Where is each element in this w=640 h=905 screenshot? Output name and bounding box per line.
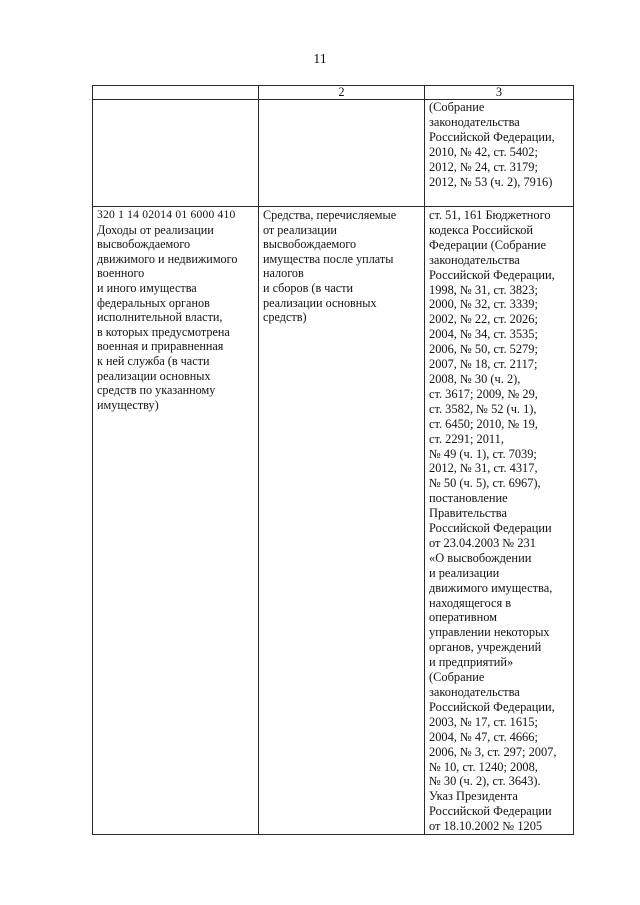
cell-text-line: высвобождаемого xyxy=(263,237,357,252)
cell-text-line: 2007, № 18, ст. 2117; xyxy=(429,357,538,372)
cell-text-line: Российской Федерации xyxy=(429,804,552,819)
table-row xyxy=(93,100,574,207)
cell-text-line: и сборов (в части xyxy=(263,280,354,295)
cell-text-line: реализации основных xyxy=(97,368,211,383)
cell-text-line: № 30 (ч. 2), ст. 3643). xyxy=(429,774,541,789)
cell-text-line: и иного имущества xyxy=(97,280,197,295)
cell-text-line: 2004, № 47, ст. 4666; xyxy=(429,729,538,744)
cell-text-line: находящегося в xyxy=(429,595,512,610)
cell-text-line: Федерации (Собрание xyxy=(429,237,546,252)
cell-text-line: Российской Федерации, xyxy=(429,129,555,144)
cell-text-line: в которых предусмотрена xyxy=(97,324,230,339)
cell-text-line: имуществу) xyxy=(97,397,159,412)
cell-text-line: военная и приравненная xyxy=(97,339,224,354)
cell-text-line: от 23.04.2003 № 231 xyxy=(429,535,536,550)
cell-text-line: (Собрание xyxy=(429,670,485,685)
cell-text-line: ст. 51, 161 Бюджетного xyxy=(429,208,551,222)
row1-col3-cell xyxy=(425,100,574,207)
cell-text-line: «О высвобождении xyxy=(429,550,532,565)
cell-text-line: оперативном xyxy=(429,610,498,625)
document-table xyxy=(92,85,574,835)
cell-text-line: органов, учреждений xyxy=(429,640,542,655)
cell-text-line: ст. 3582, № 52 (ч. 1), xyxy=(429,401,537,416)
cell-text-line: федеральных органов xyxy=(97,295,210,310)
cell-text-line: 2000, № 32, ст. 3339; xyxy=(429,297,538,312)
cell-text-line: законодательства xyxy=(429,252,520,267)
cell-text-line: движимого имущества, xyxy=(429,580,553,595)
table-header-row xyxy=(93,86,574,100)
cell-text-line: управлении некоторых xyxy=(429,625,550,640)
cell-text-line: Российской Федерации, xyxy=(429,699,555,714)
cell-text-line: от 18.10.2002 № 1205 xyxy=(429,819,543,834)
cell-text-line: 2006, № 50, ст. 5279; xyxy=(429,342,538,357)
cell-text-line: Указ Президента xyxy=(429,789,518,804)
cell-text-line: исполнительной власти, xyxy=(97,310,223,325)
cell-text-line: постановление xyxy=(429,491,508,506)
cell-text-line: высвобождаемого xyxy=(97,237,191,252)
cell-text-line: № 50 (ч. 5), ст. 6967), xyxy=(429,476,541,491)
cell-text-line: ст. 2291; 2011, xyxy=(429,431,504,446)
row1-col2-cell xyxy=(259,100,425,207)
cell-text-line: 2004, № 34, ст. 3535; xyxy=(429,327,538,342)
cell-text-line: 320 1 14 02014 01 6000 410 xyxy=(97,208,236,221)
cell-text-line: и предприятий» xyxy=(429,655,514,670)
cell-text-line: Средства, перечисляемые xyxy=(263,208,397,222)
cell-text-line: к ней служба (в части xyxy=(97,353,210,368)
cell-text-line: от реализации xyxy=(263,222,337,237)
cell-text-line: законодательства xyxy=(429,685,520,699)
header-cell-1 xyxy=(93,86,259,100)
cell-text-line: 2002, № 22, ст. 2026; xyxy=(429,312,538,327)
cell-text-line: (Собрание xyxy=(429,100,485,114)
cell-text-line: 2006, № 3, ст. 297; 2007, xyxy=(429,744,557,759)
cell-text-line: средств) xyxy=(263,310,307,325)
cell-text-line: ст. 3617; 2009, № 29, xyxy=(429,386,538,401)
cell-text-line: Российской Федерации xyxy=(429,521,552,536)
page-number: 11 xyxy=(313,52,327,67)
cell-text-line: налогов xyxy=(263,266,304,281)
cell-text-line: 2003, № 17, ст. 1615; xyxy=(429,714,538,729)
cell-text-line: законодательства xyxy=(429,114,520,129)
cell-text-line: военного xyxy=(97,266,145,281)
cell-text-line: кодекса Российской xyxy=(429,222,534,237)
cell-text-line: ст. 6450; 2010, № 19, xyxy=(429,416,538,431)
row2-col2-cell xyxy=(259,207,425,835)
cell-text-line: 2008, № 30 (ч. 2), xyxy=(429,371,521,386)
cell-text-line: средств по указанному xyxy=(97,383,216,398)
cell-text-line: 2012, № 31, ст. 4317, xyxy=(429,461,538,476)
cell-text-line: Российской Федерации, xyxy=(429,267,555,282)
cell-text-line: 2012, № 24, ст. 3179; xyxy=(429,159,538,174)
row2-col1-cell xyxy=(93,207,259,835)
cell-text-line: движимого и недвижимого xyxy=(97,251,238,266)
cell-text-line: 2010, № 42, ст. 5402; xyxy=(429,144,538,159)
row2-col3-cell xyxy=(425,207,574,835)
cell-text-line: 2012, № 53 (ч. 2), 7916) xyxy=(429,174,553,189)
cell-text-line: № 10, ст. 1240; 2008, xyxy=(429,759,538,774)
row1-col1-cell xyxy=(93,100,259,207)
cell-text-line: и реализации xyxy=(429,565,500,580)
cell-text-line: № 49 (ч. 1), ст. 7039; xyxy=(429,446,537,461)
cell-text-line: Правительства xyxy=(429,506,507,521)
cell-text-line: 1998, № 31, ст. 3823; xyxy=(429,282,538,297)
cell-text-line: Доходы от реализации xyxy=(97,222,214,237)
header-cell-3: 3 xyxy=(425,86,574,100)
header-cell-2: 2 xyxy=(259,86,425,100)
cell-text-line: реализации основных xyxy=(263,295,377,310)
table-row xyxy=(93,207,574,835)
cell-text-line: имущества после уплаты xyxy=(263,251,394,266)
